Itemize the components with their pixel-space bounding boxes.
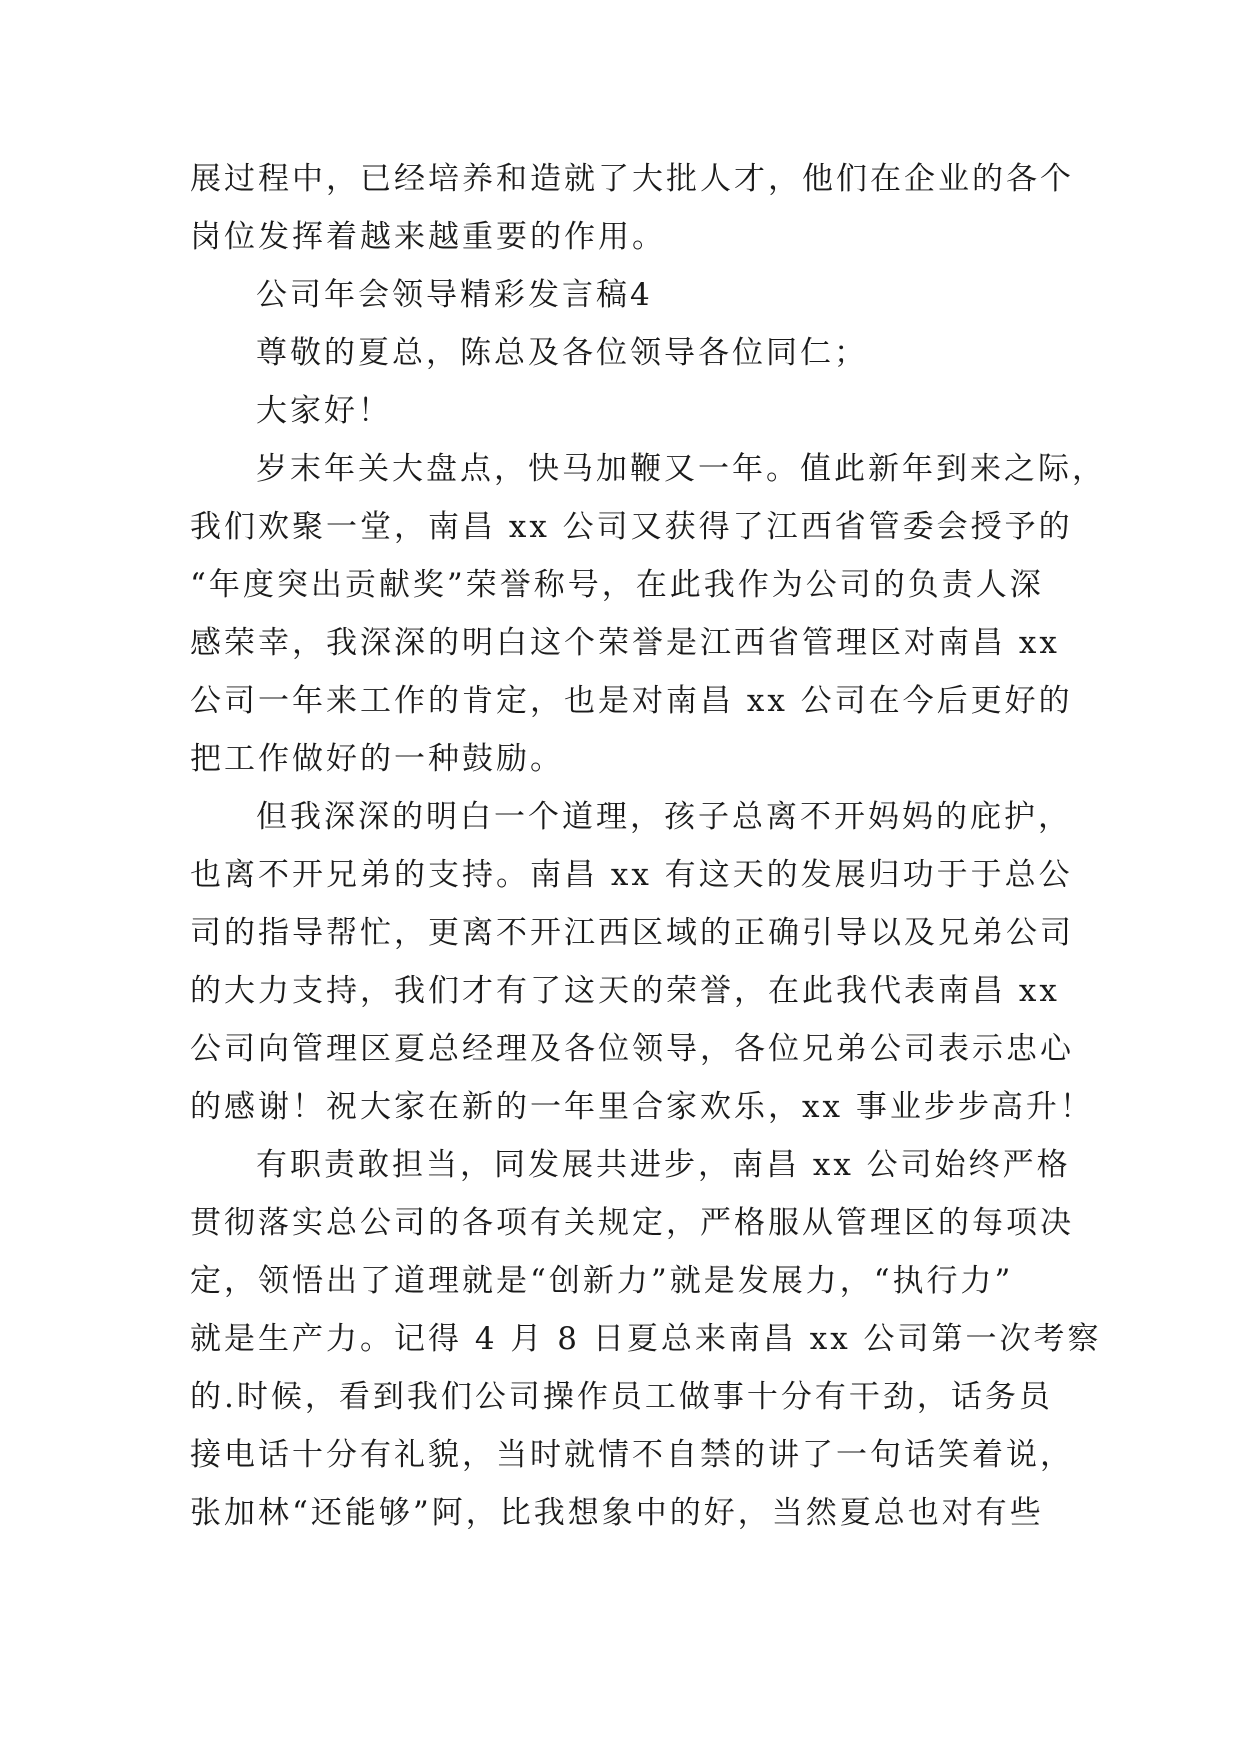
text-line: 接电话十分有礼貌，当时就情不自禁的讲了一句话笑着说， [190, 1437, 1074, 1473]
text-line: 张加林“还能够”阿，比我想象中的好，当然夏总也对有些 [190, 1495, 1044, 1531]
text-line: 我们欢聚一堂，南昌 xx 公司又获得了江西省管委会授予的 [190, 509, 1073, 545]
document-page [190, 150, 1106, 1542]
text-line: 也离不开兄弟的支持。南昌 xx 有这天的发展归功于于总公 [190, 857, 1073, 893]
text-line: “年度突出贡献奖”荣誉称号，在此我作为公司的负责人深 [190, 567, 1044, 603]
text-line: 司的指导帮忙，更离不开江西区域的正确引导以及兄弟公司 [190, 915, 1074, 951]
text-line: 贯彻落实总公司的各项有关规定，严格服从管理区的每项决 [190, 1205, 1074, 1241]
salutation: 尊敬的夏总，陈总及各位领导各位同仁； [256, 335, 868, 371]
text-line: 展过程中，已经培养和造就了大批人才，他们在企业的各个 [190, 161, 1074, 197]
paragraph-start: 但我深深的明白一个道理，孩子总离不开妈妈的庇护， [256, 799, 1072, 835]
text-line: 的感谢！祝大家在新的一年里合家欢乐，xx 事业步步高升！ [190, 1089, 1094, 1125]
text-line: 就是生产力。记得 4 月 8 日夏总来南昌 xx 公司第一次考察 [190, 1321, 1102, 1357]
text-line: 感荣幸，我深深的明白这个荣誉是江西省管理区对南昌 xx [190, 625, 1060, 661]
paragraph-start: 岁末年关大盘点，快马加鞭又一年。值此新年到来之际， [256, 451, 1106, 487]
text-line: 把工作做好的一种鼓励。 [190, 741, 564, 777]
text-line: 岗位发挥着越来越重要的作用。 [190, 219, 666, 255]
text-line: 公司一年来工作的肯定，也是对南昌 xx 公司在今后更好的 [190, 683, 1073, 719]
text-line: 的大力支持，我们才有了这天的荣誉，在此我代表南昌 xx [190, 973, 1060, 1009]
text-line: 公司向管理区夏总经理及各位领导，各位兄弟公司表示忠心 [190, 1031, 1074, 1067]
section-heading: 公司年会领导精彩发言稿4 [256, 277, 653, 313]
greeting: 大家好！ [256, 393, 392, 429]
text-line: 定，领悟出了道理就是“创新力”就是发展力，“执行力” [190, 1263, 1014, 1299]
paragraph-start: 有职责敢担当，同发展共进步，南昌 xx 公司始终严格 [256, 1147, 1071, 1183]
text-line: 的.时候，看到我们公司操作员工做事十分有干劲，话务员 [190, 1379, 1053, 1415]
